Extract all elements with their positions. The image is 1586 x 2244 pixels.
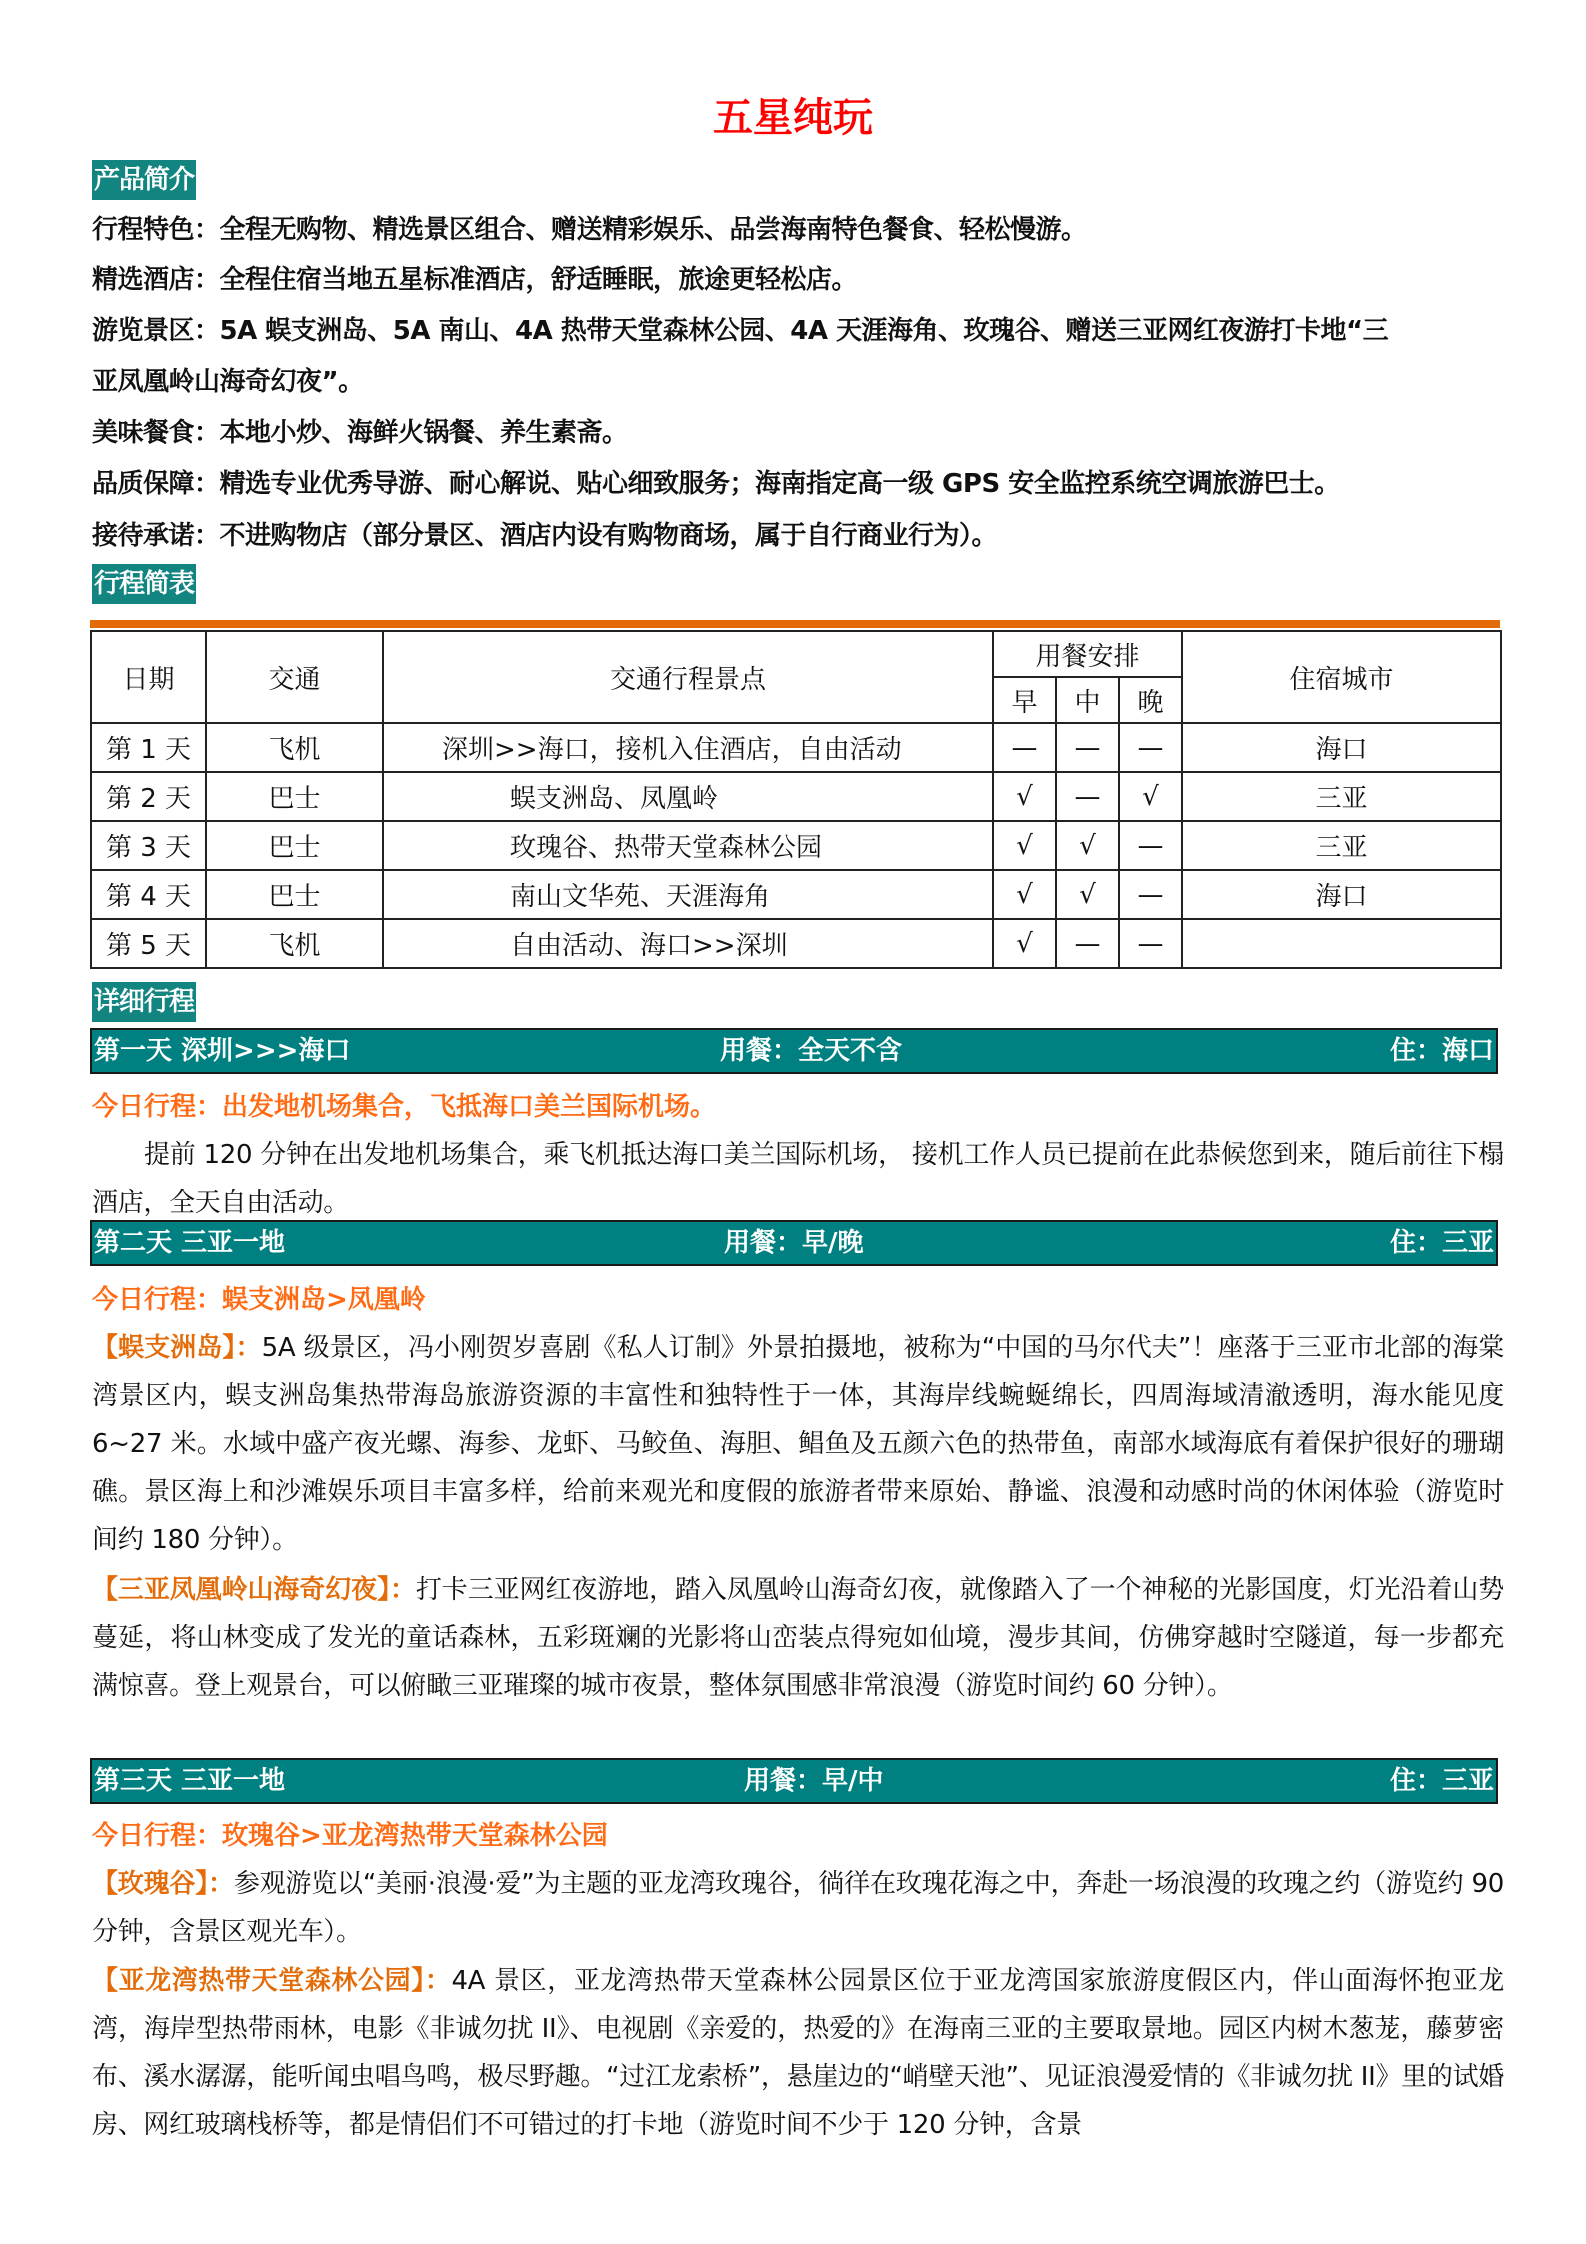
orange-divider <box>90 620 1500 628</box>
day-2-paragraph-2 <box>92 1566 1504 1710</box>
header-meals: 用餐安排 <box>993 631 1182 677</box>
cell-route: 蜈支洲岛、凤凰岭 <box>383 772 993 821</box>
paragraph-text: 提前 120 分钟在出发地机场集合，乘飞机抵达海口美兰国际机场， 接机工作人员已提前在此恭候您到来，随后前往下榻酒店，全天自由活动。 <box>92 1140 1504 1218</box>
cell-breakfast: — <box>993 723 1056 772</box>
cell-breakfast: √ <box>993 870 1056 919</box>
cell-lunch: √ <box>1056 870 1119 919</box>
day-3-paragraph-2 <box>92 1957 1504 2149</box>
intro-line-quality: 品质保障：精选专业优秀导游、耐心解说、贴心细致服务；海南指定高一级 GPS 安全监控系统空调旅游巴士。 <box>92 469 1340 499</box>
cell-lunch: √ <box>1056 821 1119 870</box>
cell-city <box>1182 919 1501 968</box>
cell-city: 海口 <box>1182 870 1501 919</box>
cell-date: 第 5 天 <box>91 919 206 968</box>
cell-city: 三亚 <box>1182 821 1501 870</box>
cell-lunch: — <box>1056 772 1119 821</box>
section-label-schedule: 行程简表 <box>92 564 196 604</box>
cell-lunch: — <box>1056 919 1119 968</box>
paragraph-text: 5A 级景区，冯小刚贺岁喜剧《私人订制》外景拍摄地，被称为“中国的马尔代夫”！座落于三亚市北部的海棠湾景区内，蜈支洲岛集热带海岛旅游资源的丰富性和独特性于一体，其海岸线蜿蜒绵长，四周海域清澈透明，海水能见度 6~27 米。水域中盛产夜光螺、海参、龙虾、马鲛鱼、海胆、鲳鱼及五颜六色的热带鱼，南部水域海底有着保护很好的珊瑚礁。景区海上和沙滩娱乐项目丰富多样，给前来观光和度假的旅游者带来原始、静谧、浪漫和动感时尚的休闲体验（游览时间约 180 分钟）。 <box>92 1333 1504 1555</box>
day-3-today: 今日行程：玫瑰谷>亚龙湾热带天堂森林公园 <box>92 1821 608 1851</box>
cell-dinner: — <box>1119 821 1182 870</box>
document-title: 五星纯玩 <box>713 95 873 141</box>
cell-transport: 巴士 <box>206 772 383 821</box>
paragraph-text: 参观游览以“美丽·浪漫·爱”为主题的亚龙湾玫瑰谷，徜徉在玫瑰花海之中，奔赴一场浪漫的玫瑰之约（游览约 90 分钟，含景区观光车）。 <box>92 1869 1505 1947</box>
cell-city: 三亚 <box>1182 772 1501 821</box>
day-3-title: 第三天 三亚一地 <box>94 1766 286 1796</box>
cell-route: 自由活动、海口>>深圳 <box>383 919 993 968</box>
section-label-intro: 产品简介 <box>92 160 196 200</box>
header-dinner: 晚 <box>1119 677 1182 723</box>
cell-breakfast: √ <box>993 772 1056 821</box>
paragraph-text: 4A 景区，亚龙湾热带天堂森林公园景区位于亚龙湾国家旅游度假区内，伴山面海怀抱亚龙湾，海岸型热带雨林，电影《非诚勿扰 II》、电视剧《亲爱的，热爱的》在海南三亚的主要取景地。园区内树木葱茏，藤萝密布、溪水潺潺，能听闻虫唱鸟鸣，极尽野趣。“过江龙索桥”，悬崖边的“峭壁天池”、见证浪漫爱情的《非诚勿扰 II》里的试婚房、网红玻璃栈桥等，都是情侣们不可错过的打卡地（游览时间不少于 120 分钟，含景 <box>92 1966 1504 2140</box>
day-1-stay: 住：海口 <box>1389 1036 1494 1066</box>
day-3-stay: 住：三亚 <box>1389 1766 1494 1796</box>
header-breakfast: 早 <box>993 677 1056 723</box>
header-lunch: 中 <box>1056 677 1119 723</box>
cell-date: 第 3 天 <box>91 821 206 870</box>
cell-date: 第 4 天 <box>91 870 206 919</box>
header-transport: 交通 <box>206 631 383 723</box>
intro-line-features: 行程特色：全程无购物、精选景区组合、赠送精彩娱乐、品尝海南特色餐食、轻松慢游。 <box>92 215 1087 245</box>
attraction-name: 【蜈支洲岛】： <box>92 1333 262 1363</box>
day-2-meal: 用餐：早/晚 <box>724 1228 864 1258</box>
cell-transport: 巴士 <box>206 870 383 919</box>
day-2-today: 今日行程：蜈支洲岛>凤凰岭 <box>92 1285 426 1315</box>
cell-breakfast: √ <box>993 821 1056 870</box>
attraction-name: 【玫瑰谷】： <box>92 1869 234 1899</box>
cell-route: 南山文华苑、天涯海角 <box>383 870 993 919</box>
cell-dinner: — <box>1119 919 1182 968</box>
attraction-name: 【亚龙湾热带天堂森林公园】： <box>92 1966 452 1996</box>
cell-route: 深圳>>海口，接机入住酒店，自由活动 <box>383 723 993 772</box>
cell-dinner: — <box>1119 723 1182 772</box>
table-row <box>91 870 1501 919</box>
day-2-paragraph-1 <box>92 1324 1504 1564</box>
cell-transport: 飞机 <box>206 919 383 968</box>
table-row <box>91 723 1501 772</box>
table-row <box>91 772 1501 821</box>
cell-transport: 巴士 <box>206 821 383 870</box>
day-3-paragraph-1 <box>92 1860 1504 1956</box>
intro-line-hotel: 精选酒店：全程住宿当地五星标准酒店，舒适睡眠，旅途更轻松店。 <box>92 265 858 295</box>
day-2-stay: 住：三亚 <box>1389 1228 1494 1258</box>
intro-line-attractions-cont: 亚凤凰岭山海奇幻夜”。 <box>92 367 364 397</box>
cell-transport: 飞机 <box>206 723 383 772</box>
attraction-name: 【三亚凤凰岭山海奇幻夜】： <box>92 1575 416 1605</box>
day-3-meal: 用餐：早/中 <box>744 1766 884 1796</box>
cell-route: 玫瑰谷、热带天堂森林公园 <box>383 821 993 870</box>
intro-line-meals: 美味餐食：本地小炒、海鲜火锅餐、养生素斋。 <box>92 418 628 448</box>
intro-line-promise: 接待承诺：不进购物店（部分景区、酒店内设有购物商场，属于自行商业行为）。 <box>92 521 998 551</box>
cell-city: 海口 <box>1182 723 1501 772</box>
day-1-title: 第一天 深圳>>>海口 <box>94 1036 351 1066</box>
day-1-today: 今日行程：出发地机场集合，飞抵海口美兰国际机场。 <box>92 1092 717 1122</box>
day-1-header <box>90 1028 1498 1074</box>
header-route: 交通行程景点 <box>383 631 993 723</box>
cell-date: 第 1 天 <box>91 723 206 772</box>
cell-breakfast: √ <box>993 919 1056 968</box>
cell-dinner: √ <box>1119 772 1182 821</box>
table-row <box>91 919 1501 968</box>
cell-date: 第 2 天 <box>91 772 206 821</box>
table-row <box>91 821 1501 870</box>
cell-dinner: — <box>1119 870 1182 919</box>
day-3-header <box>90 1758 1498 1804</box>
paragraph-text: 打卡三亚网红夜游地，踏入凤凰岭山海奇幻夜，就像踏入了一个神秘的光影国度，灯光沿着山势蔓延，将山林变成了发光的童话森林，五彩斑斓的光影将山峦装点得宛如仙境，漫步其间，仿佛穿越时空隧道，每一步都充满惊喜。登上观景台，可以俯瞰三亚璀璨的城市夜景，整体氛围感非常浪漫（游览时间约 60 分钟）。 <box>92 1575 1504 1701</box>
header-date: 日期 <box>91 631 206 723</box>
schedule-table <box>90 630 1502 969</box>
day-1-paragraph <box>92 1131 1504 1227</box>
header-city: 住宿城市 <box>1182 631 1501 723</box>
day-1-meal: 用餐：全天不含 <box>720 1036 903 1066</box>
section-label-detail: 详细行程 <box>92 982 196 1022</box>
day-2-header <box>90 1220 1498 1266</box>
day-2-title: 第二天 三亚一地 <box>94 1228 286 1258</box>
cell-lunch: — <box>1056 723 1119 772</box>
intro-line-attractions: 游览景区：5A 蜈支洲岛、5A 南山、4A 热带天堂森林公园、4A 天涯海角、玫瑰谷、赠送三亚网红夜游打卡地“三 <box>92 316 1389 346</box>
